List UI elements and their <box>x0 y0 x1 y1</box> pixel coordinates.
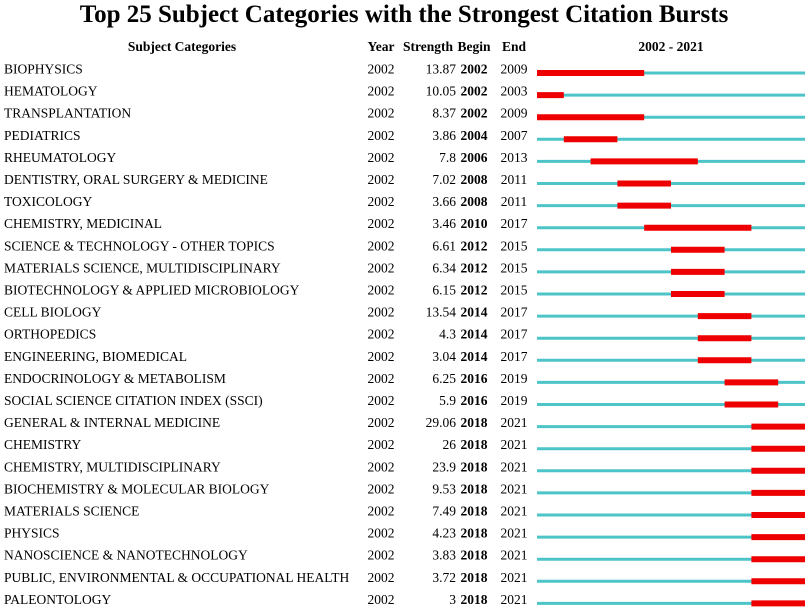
row-year: 2002 <box>367 127 395 143</box>
row-begin: 2012 <box>460 282 488 298</box>
header-year: Year <box>367 39 395 54</box>
row-end: 2021 <box>500 459 528 475</box>
row-strength: 3.46 <box>432 216 456 232</box>
row-category: CHEMISTRY, MULTIDISCIPLINARY <box>4 459 221 475</box>
chart-title: Top 25 Subject Categories with the Strongest Citation Bursts <box>79 1 729 28</box>
row-year: 2002 <box>367 547 395 563</box>
row-end: 2015 <box>500 238 528 254</box>
row-category: SCIENCE & TECHNOLOGY - OTHER TOPICS <box>4 238 275 254</box>
row-begin: 2006 <box>460 149 488 165</box>
row-begin: 2008 <box>460 194 488 210</box>
header-timeline-range: 2002 - 2021 <box>638 39 704 54</box>
row-end: 2013 <box>500 149 528 165</box>
header-end: End <box>501 39 527 54</box>
row-category: PEDIATRICS <box>4 127 81 143</box>
row-category: ENDOCRINOLOGY & METABOLISM <box>4 370 226 386</box>
row-year: 2002 <box>367 525 395 541</box>
row-begin: 2014 <box>460 348 488 364</box>
row-strength: 3.83 <box>432 547 456 563</box>
row-category: ORTHOPEDICS <box>4 326 97 342</box>
row-category: PUBLIC, ENVIRONMENTAL & OCCUPATIONAL HEALTH <box>4 569 350 585</box>
row-strength: 26 <box>442 437 456 453</box>
row-year: 2002 <box>367 348 395 364</box>
row-strength: 6.15 <box>432 282 456 298</box>
row-category: SOCIAL SCIENCE CITATION INDEX (SSCI) <box>4 393 263 408</box>
row-category: HEMATOLOGY <box>4 83 98 99</box>
row-strength: 4.23 <box>432 525 456 541</box>
row-year: 2002 <box>367 149 395 165</box>
row-year: 2002 <box>367 61 395 77</box>
row-category: BIOPHYSICS <box>4 61 83 77</box>
row-strength: 3.66 <box>432 194 456 210</box>
row-category: NANOSCIENCE & NANOTECHNOLOGY <box>4 547 248 563</box>
row-end: 2017 <box>500 216 528 232</box>
row-begin: 2016 <box>460 370 488 386</box>
row-year: 2002 <box>367 194 395 210</box>
row-begin: 2002 <box>460 105 488 121</box>
row-category: PHYSICS <box>4 525 60 541</box>
row-end: 2021 <box>500 415 528 431</box>
row-begin: 2018 <box>460 569 488 585</box>
row-end: 2019 <box>500 370 528 386</box>
row-year: 2002 <box>367 591 395 607</box>
row-year: 2002 <box>367 260 395 276</box>
row-begin: 2018 <box>460 547 488 563</box>
row-category: DENTISTRY, ORAL SURGERY & MEDICINE <box>4 172 268 187</box>
row-end: 2017 <box>500 348 528 364</box>
row-begin: 2014 <box>460 304 488 320</box>
row-category: CHEMISTRY <box>4 437 82 453</box>
row-year: 2002 <box>367 459 395 475</box>
row-end: 2021 <box>500 569 528 585</box>
row-strength: 3.72 <box>432 569 456 585</box>
row-strength: 7.02 <box>432 172 456 187</box>
row-strength: 6.61 <box>432 238 456 254</box>
row-strength: 9.53 <box>432 481 456 497</box>
row-begin: 2002 <box>460 61 488 77</box>
row-begin: 2012 <box>460 260 488 276</box>
row-begin: 2014 <box>460 326 488 342</box>
row-begin: 2018 <box>460 437 488 453</box>
row-strength: 29.06 <box>425 415 456 431</box>
row-year: 2002 <box>367 172 395 187</box>
row-category: CELL BIOLOGY <box>4 304 102 320</box>
row-strength: 4.3 <box>439 326 456 342</box>
row-strength: 7.49 <box>432 503 456 519</box>
row-category: MATERIALS SCIENCE, MULTIDISCIPLINARY <box>4 260 281 276</box>
row-year: 2002 <box>367 415 395 431</box>
row-category: RHEUMATOLOGY <box>4 149 117 165</box>
row-year: 2002 <box>367 326 395 342</box>
row-end: 2015 <box>500 282 528 298</box>
row-end: 2007 <box>500 127 528 143</box>
row-category: BIOCHEMISTRY & MOLECULAR BIOLOGY <box>4 481 270 497</box>
row-strength: 23.9 <box>432 459 456 475</box>
row-year: 2002 <box>367 216 395 232</box>
row-category: PALEONTOLOGY <box>4 591 112 607</box>
row-year: 2002 <box>367 238 395 254</box>
row-end: 2017 <box>500 304 528 320</box>
row-year: 2002 <box>367 503 395 519</box>
row-end: 2003 <box>500 83 528 99</box>
row-begin: 2012 <box>460 238 488 254</box>
row-year: 2002 <box>367 481 395 497</box>
row-begin: 2010 <box>460 216 488 232</box>
row-begin: 2016 <box>460 393 488 408</box>
row-category: CHEMISTRY, MEDICINAL <box>4 216 163 232</box>
row-end: 2009 <box>500 105 528 121</box>
row-begin: 2008 <box>460 172 488 187</box>
row-end: 2017 <box>500 326 528 342</box>
row-strength: 13.87 <box>425 61 456 77</box>
row-year: 2002 <box>367 437 395 453</box>
row-begin: 2018 <box>460 415 488 431</box>
row-year: 2002 <box>367 282 395 298</box>
row-end: 2011 <box>500 194 528 210</box>
row-category: BIOTECHNOLOGY & APPLIED MICROBIOLOGY <box>4 282 300 298</box>
row-begin: 2018 <box>460 459 488 475</box>
row-end: 2021 <box>500 481 528 497</box>
row-begin: 2018 <box>460 591 488 607</box>
row-end: 2011 <box>500 172 528 187</box>
burst-rows <box>4 62 805 607</box>
row-begin: 2018 <box>460 503 488 519</box>
row-category: MATERIALS SCIENCE <box>4 503 140 519</box>
row-category: ENGINEERING, BIOMEDICAL <box>4 348 187 364</box>
row-strength: 6.34 <box>432 260 456 276</box>
row-strength: 3.04 <box>432 348 456 364</box>
row-year: 2002 <box>367 105 395 121</box>
row-strength: 5.9 <box>439 393 456 408</box>
row-end: 2021 <box>500 437 528 453</box>
row-strength: 3.86 <box>432 127 456 143</box>
row-category: GENERAL & INTERNAL MEDICINE <box>4 415 221 431</box>
row-strength: 13.54 <box>425 304 456 320</box>
header-begin: Begin <box>457 39 491 54</box>
row-strength: 7.8 <box>439 149 456 165</box>
row-begin: 2018 <box>460 481 488 497</box>
row-end: 2021 <box>500 547 528 563</box>
row-year: 2002 <box>367 569 395 585</box>
row-end: 2019 <box>500 393 528 408</box>
row-begin: 2004 <box>460 127 488 143</box>
header-subject-categories: Subject Categories <box>127 39 237 54</box>
row-end: 2021 <box>500 525 528 541</box>
row-strength: 6.25 <box>432 370 456 386</box>
row-year: 2002 <box>367 370 395 386</box>
row-begin: 2002 <box>460 83 488 99</box>
row-year: 2002 <box>367 304 395 320</box>
row-end: 2021 <box>500 503 528 519</box>
row-strength: 8.37 <box>432 105 456 121</box>
row-end: 2021 <box>500 591 528 607</box>
row-strength: 10.05 <box>425 83 456 99</box>
row-strength: 3 <box>449 591 456 607</box>
row-category: TOXICOLOGY <box>4 194 93 210</box>
header-strength: Strength <box>402 39 454 54</box>
row-end: 2015 <box>500 260 528 276</box>
row-begin: 2018 <box>460 525 488 541</box>
row-year: 2002 <box>367 393 395 408</box>
row-category: TRANSPLANTATION <box>4 105 132 121</box>
row-end: 2009 <box>500 61 528 77</box>
row-year: 2002 <box>367 83 395 99</box>
